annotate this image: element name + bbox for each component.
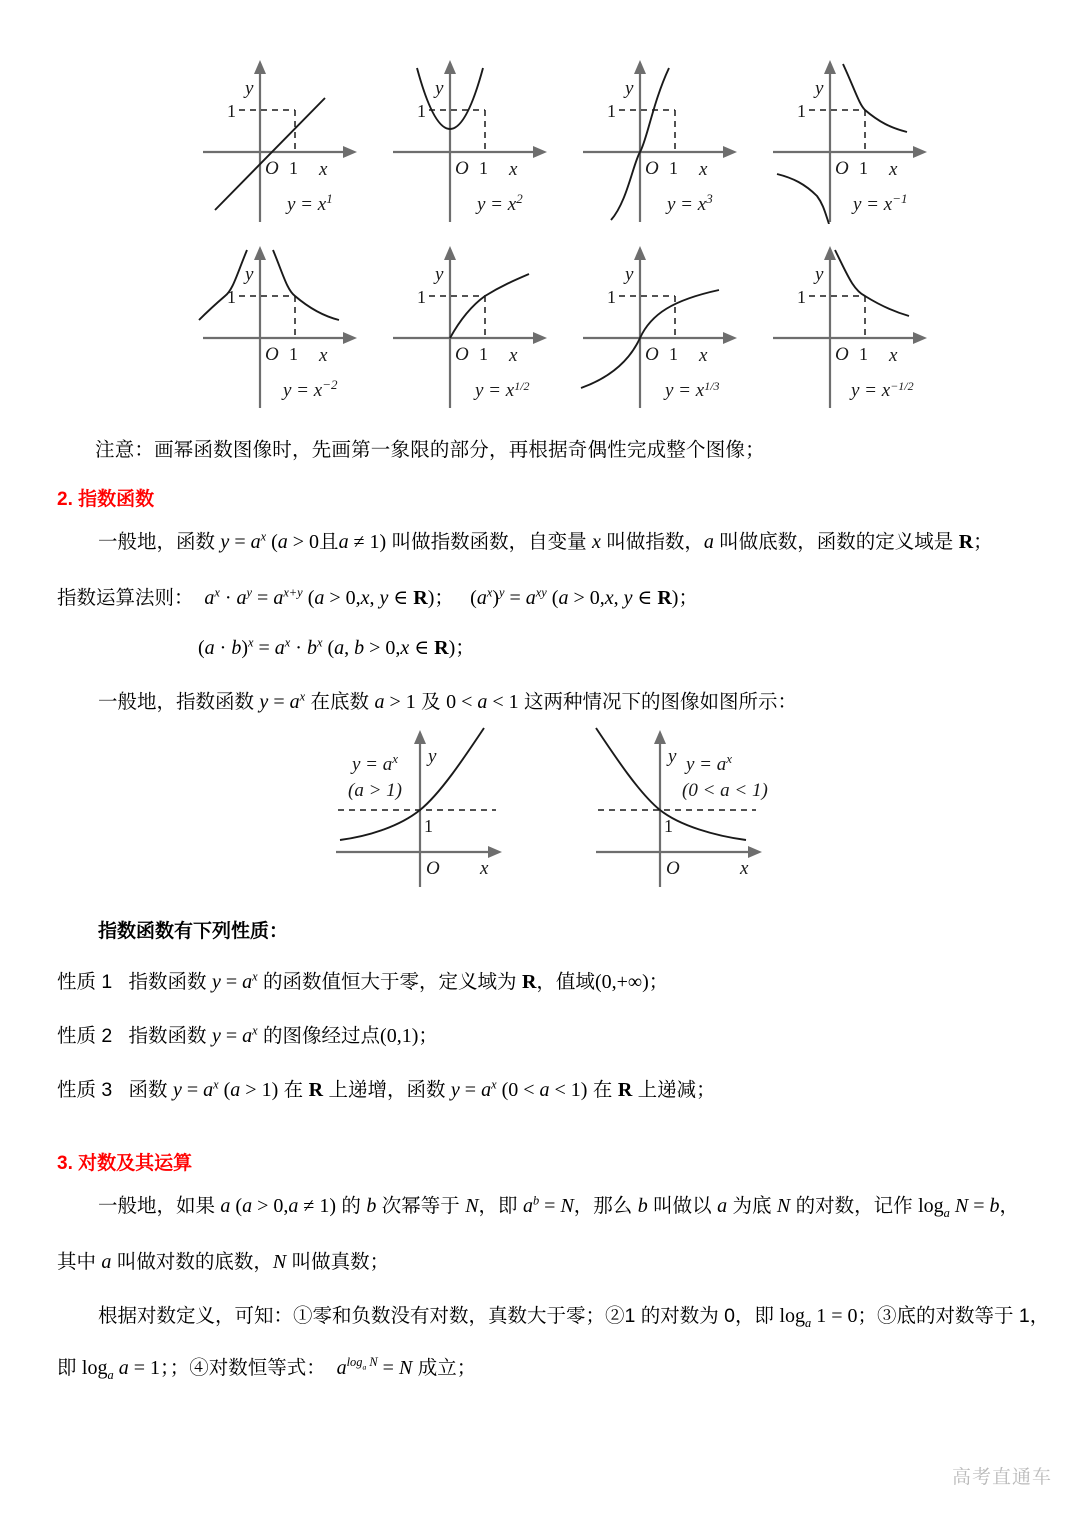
prop1-b: 的函数值恒大于零，定义域为: [257, 971, 522, 993]
power-graph-x1: [185, 52, 375, 224]
prop1-label: 性质 1: [57, 971, 113, 993]
graph-intro-2: 在底数: [305, 691, 375, 713]
svg-text:1: 1: [797, 287, 806, 307]
prop2-label: 性质 2: [57, 1025, 113, 1047]
prop2-point: (0,1): [380, 1025, 419, 1047]
svg-text:1: 1: [479, 344, 488, 364]
log-def-5: ，那么: [573, 1195, 638, 1217]
power-graph-label-x-half: $y = x^{1/2}$: [475, 379, 530, 401]
logarithm-identity-line: 即 $\log_a a = 1$；；④对数恒等式： $a^{log_a N} = N$ 成立；: [57, 1355, 477, 1382]
svg-text:1: 1: [607, 287, 616, 307]
prop3-b: 在: [278, 1079, 309, 1101]
def-mid: 叫做指数函数，自变量: [386, 531, 593, 553]
power-graph-x-neg-half: [755, 238, 945, 410]
exponential-graph-a-between-0-1: [590, 722, 810, 892]
svg-text:1: 1: [669, 344, 678, 364]
svg-text:1: 1: [797, 101, 806, 121]
log-line3-a: 根据对数定义，可知：①零和负数没有对数，真数大于零；②1 的对数为 0，即: [98, 1305, 780, 1327]
svg-text:1: 1: [417, 101, 426, 121]
svg-text:1: 1: [669, 158, 678, 178]
def-real-set: R: [958, 531, 974, 553]
exponential-graph-cond-label-1: (a > 1): [348, 780, 402, 801]
prop1-end: ；: [648, 971, 669, 993]
svg-text:O: O: [645, 158, 659, 179]
def-mid3: 叫做底数，函数的定义域是: [713, 531, 959, 553]
svg-text:y: y: [435, 78, 444, 99]
power-graph-label-x-neg2: $y = x^{-2}$: [283, 377, 338, 401]
svg-text:O: O: [265, 158, 279, 179]
svg-text:O: O: [835, 344, 849, 365]
log-def-6: 叫做以: [647, 1195, 718, 1217]
prop3-d: 在: [587, 1079, 618, 1101]
svg-text:1: 1: [664, 816, 673, 836]
svg-text:1: 1: [424, 816, 433, 836]
svg-text:y: y: [428, 746, 437, 767]
power-function-row-1: [185, 52, 945, 224]
svg-text:1: 1: [289, 158, 298, 178]
prop3-c: 上递增，函数: [323, 1079, 451, 1101]
section-heading-logarithm: 3. 对数及其运算: [57, 1153, 193, 1174]
exponent-rules-label: 指数运算法则：: [57, 587, 194, 609]
svg-text:x: x: [480, 858, 489, 879]
prop1-c: ，值域: [536, 971, 595, 993]
power-function-note: 注意：画幂函数图像时，先画第一象限的部分，再根据奇偶性完成整个图像；: [95, 439, 765, 461]
logarithm-facts-line: 根据对数定义，可知：①零和负数没有对数，真数大于零；②1 的对数为 0，即 $\log_a 1 = 0$；③底的对数等于 1，: [98, 1305, 1050, 1330]
svg-text:1: 1: [859, 344, 868, 364]
svg-text:x: x: [319, 159, 328, 180]
prop3-e: 上递减；: [632, 1079, 716, 1101]
exponent-product-rule-line: $(a \cdot b)^x = a^x \cdot b^x$ (a, b > 0,x ∈ R)；: [198, 635, 475, 659]
prop1-a: 指数函数: [128, 971, 212, 993]
svg-text:y: y: [245, 78, 254, 99]
power-graph-x-half: [375, 238, 565, 410]
exponential-graph-a-gt-1: [330, 722, 550, 892]
prop2-a: 指数函数: [128, 1025, 212, 1047]
svg-text:y: y: [815, 78, 824, 99]
svg-text:1: 1: [289, 344, 298, 364]
power-graph-label-x2: $y = x^2$: [477, 191, 523, 215]
logarithm-definition-line: 一般地，如果 a (a > 0,a ≠ 1) 的 b 次幂等于 N，即 $a^b = N$，那么 b 叫做以 a 为底 N 的对数，记作 $\log_a N = b$，: [98, 1193, 1019, 1220]
def-mid2: 叫做指数，: [600, 531, 704, 553]
exponential-property-1: 性质 1 指数函数 $y = a^x$ 的函数值恒大于零，定义域为 R，值域(0,+∞)；: [57, 969, 669, 993]
exponential-graph-func-label-1: $y = a^x$: [352, 751, 399, 775]
power-graph-label-x-third: $y = x^{1/3}$: [665, 379, 720, 401]
exponential-graph-intro-line: 一般地，指数函数 $y = a^x$ 在底数 a > 1 及 0 < a < 1 这两种情况下的图像如图所示：: [98, 689, 798, 713]
svg-text:O: O: [426, 858, 440, 879]
exponential-property-3: 性质 3 函数 $y = a^x$ (a > 1) 在 R 上递增，函数 $y = a^x$ (0 < a < 1) 在 R 上递减；: [57, 1077, 716, 1101]
log-line4-b: ；④对数恒等式：: [169, 1357, 326, 1379]
log-def-2: 的: [336, 1195, 367, 1217]
log-def-7: 为底: [727, 1195, 777, 1217]
svg-text:y: y: [625, 264, 634, 285]
svg-text:O: O: [455, 344, 469, 365]
log-def-1: 一般地，如果: [98, 1195, 221, 1217]
prop3-label: 性质 3: [57, 1079, 113, 1101]
log-line2-a: 其中: [57, 1251, 102, 1273]
log-line4-a: 即: [57, 1357, 82, 1379]
svg-text:1: 1: [859, 158, 868, 178]
svg-text:1: 1: [607, 101, 616, 121]
log-def-3: 次幂等于: [376, 1195, 466, 1217]
svg-text:x: x: [740, 858, 749, 879]
power-function-row-2: [185, 238, 945, 410]
svg-text:O: O: [666, 858, 680, 879]
svg-text:x: x: [319, 345, 328, 366]
log-def-8: 的对数，记作: [790, 1195, 919, 1217]
svg-text:O: O: [645, 344, 659, 365]
svg-text:x: x: [889, 159, 898, 180]
section-heading-exponential: 2. 指数函数: [57, 489, 155, 510]
svg-text:1: 1: [417, 287, 426, 307]
def-prefix: 一般地，函数: [98, 531, 221, 553]
exponential-property-2: 性质 2 指数函数 $y = a^x$ 的图像经过点(0,1)；: [57, 1023, 438, 1047]
power-graph-x3: [565, 52, 755, 224]
prop2-end: ；: [418, 1025, 438, 1047]
prop2-b: 的图像经过点: [257, 1025, 381, 1047]
power-graph-x2: [375, 52, 565, 224]
svg-text:x: x: [509, 345, 518, 366]
power-graph-label-x1: $y = x^1$: [287, 191, 333, 215]
def-x-var: x: [592, 531, 601, 553]
svg-text:y: y: [245, 264, 254, 285]
log-def-9: ，: [999, 1195, 1019, 1217]
svg-text:x: x: [889, 345, 898, 366]
log-line3-b: ；③底的对数等于 1，: [857, 1305, 1050, 1327]
svg-text:1: 1: [479, 158, 488, 178]
svg-text:1: 1: [227, 287, 236, 307]
power-graph-label-x3: $y = x^3$: [667, 191, 713, 215]
power-graph-label-x-neg1: $y = x^{-1}$: [853, 191, 908, 215]
log-def-b: b: [366, 1195, 377, 1217]
svg-text:O: O: [265, 344, 279, 365]
svg-text:y: y: [815, 264, 824, 285]
def-a-var: a: [703, 531, 714, 553]
power-graph-label-x-neg-half: $y = x^{-1/2}$: [851, 379, 914, 401]
svg-text:y: y: [625, 78, 634, 99]
svg-text:x: x: [699, 345, 708, 366]
prop1-range: (0,+∞): [594, 971, 649, 993]
svg-text:1: 1: [227, 101, 236, 121]
exponential-properties-heading: 指数函数有下列性质：: [98, 921, 289, 942]
svg-text:O: O: [835, 158, 849, 179]
prop3-a: 函数: [128, 1079, 173, 1101]
logarithm-base-antilog-line: 其中 a 叫做对数的底数，N 叫做真数；: [57, 1251, 390, 1273]
svg-text:O: O: [455, 158, 469, 179]
power-graph-x-neg1: [755, 52, 945, 224]
exponential-graph-func-label-2: $y = a^x$: [686, 751, 733, 775]
log-def-N: N: [465, 1195, 479, 1217]
power-graph-x-third: [565, 238, 755, 410]
power-function-graph-grid: [185, 52, 945, 410]
exponential-graph-cond-label-2: (0 < a < 1): [682, 780, 768, 801]
footer-watermark: 高考直通车: [951, 1467, 1052, 1488]
graph-intro-4: 这两种情况下的图像如图所示：: [518, 691, 798, 713]
svg-text:y: y: [668, 746, 677, 767]
exponential-definition-line: 一般地，函数 $y = a^x$ (a > 0且a ≠ 1) 叫做指数函数，自变量 x 叫做指数，a 叫做底数，函数的定义域是 R；: [98, 529, 993, 553]
graph-intro-1: 一般地，指数函数: [98, 691, 260, 713]
exponential-graph-pair: [330, 722, 810, 892]
svg-text:y: y: [435, 264, 444, 285]
def-end: ；: [973, 531, 993, 553]
log-def-4: ，即: [478, 1195, 523, 1217]
exponent-rules-line: 指数运算法则： $a^x \cdot a^y = a^{x+y}$ (a > 0,x, y ∈ R)； $(a^x)^y = a^{xy}$ (a > 0,x, y ∈ R)；: [57, 585, 698, 609]
log-line2-c: 叫做真数；: [286, 1251, 390, 1273]
svg-text:x: x: [509, 159, 518, 180]
graph-intro-3: 及: [415, 691, 447, 713]
log-line4-c: 成立；: [412, 1357, 477, 1379]
svg-text:x: x: [699, 159, 708, 180]
log-line2-b: 叫做对数的底数，: [111, 1251, 273, 1273]
power-graph-x-neg2: [185, 238, 375, 410]
